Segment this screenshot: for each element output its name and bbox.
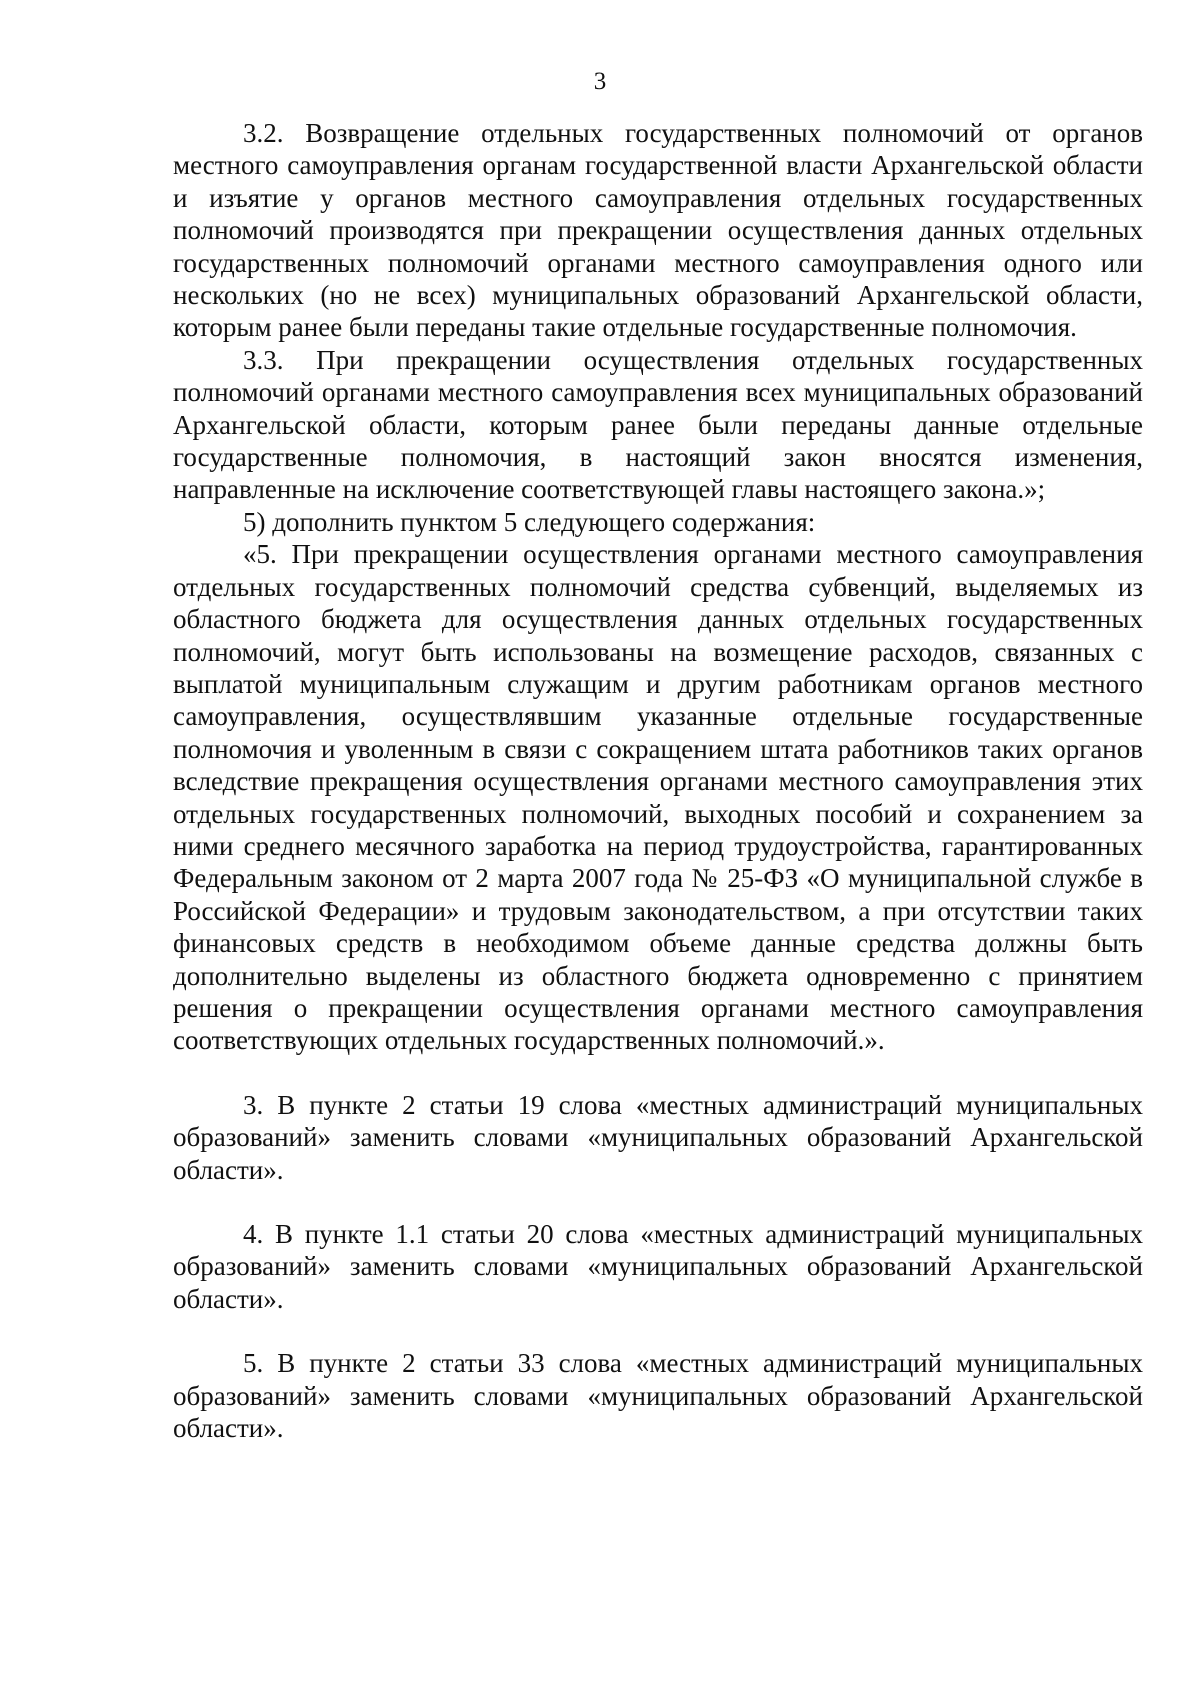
paragraph-gap <box>173 1057 1143 1089</box>
page-number: 3 <box>593 68 607 95</box>
paragraph-point-5: 5. В пункте 2 статьи 33 слова «местных администраций муниципальных образований» заменить словами «муниципальных образований Архангельской области». <box>173 1348 1143 1444</box>
paragraph-gap <box>173 1315 1143 1347</box>
paragraph-point-3: 3. В пункте 2 статьи 19 слова «местных администраций муниципальных образований» заменить словами «муниципальных образований Архангельской области». <box>173 1089 1143 1185</box>
paragraph-point-4: 4. В пункте 1.1 статьи 20 слова «местных администраций муниципальных образований» заменить словами «муниципальных образований Архангельской области». <box>173 1219 1143 1314</box>
paragraph-gap <box>173 1186 1143 1218</box>
paragraph-3-2: 3.2. Возвращение отдельных государственных полномочий от органов местного самоуправления органам государственной власти Архангельской области и изъятие у органов местного самоуправления отдельных государственных полномочий производятся при прекращении осуществления данных отдельных государственных полномочий органами местного самоуправления одного или нескольких (но не всех) муниципальных образований Архангельской области, которым ранее были переданы такие отдельные государственные полномочия. <box>173 118 1143 343</box>
paragraph-3-3: 3.3. При прекращении осуществления отдельных государственных полномочий органами местного самоуправления всех муниципальных образований Архангельской области, которым ранее были переданы данные отдельные государственные полномочия, в настоящий закон вносятся изменения, направленные на исключение соответствующей главы настоящего закона.»; <box>173 344 1143 505</box>
document-body <box>173 117 1143 1444</box>
paragraph-item-5-text: «5. При прекращении осуществления органами местного самоуправления отдельных государственных полномочий средства субвенций, выделяемых из областного бюджета для осуществления данных отдельных государственных полномочий, могут быть использованы на возмещение расходов, связанных с выплатой муниципальным служащим и другим работникам органов местного самоуправления, осуществлявшим указанные отдельные государственные полномочия и уволенным в связи с сокращением штата работников таких органов вследствие прекращения осуществления органами местного самоуправления этих отдельных государственных полномочий, выходных пособий и сохранением за ними среднего месячного заработка на период трудоустройства, гарантированных Федеральным законом от 2 марта 2007 года № 25-ФЗ «О муниципальной службе в Российской Федерации» и трудовым законодательством, а при отсутствии таких финансовых средств в необходимом объеме данные средства должны быть дополнительно выделены из областного бюджета одновременно с принятием решения о прекращении осуществления органами местного самоуправления соответствующих отдельных государственных полномочий.». <box>173 539 1143 1056</box>
paragraph-item-5-intro: 5) дополнить пунктом 5 следующего содержания: <box>243 506 816 537</box>
